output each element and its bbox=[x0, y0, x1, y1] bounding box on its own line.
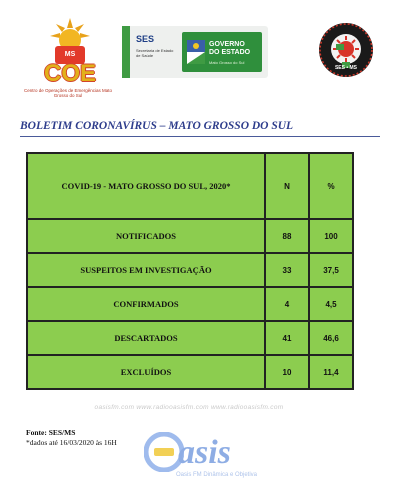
coe-logo bbox=[22, 18, 114, 98]
government-line-2: DO ESTADO bbox=[209, 49, 251, 56]
row-percent: 100 bbox=[309, 219, 353, 253]
seal-label: SES • MS bbox=[334, 65, 358, 71]
table-header-label: COVID-19 - MATO GROSSO DO SUL, 2020* bbox=[27, 153, 265, 219]
covid-data-table bbox=[26, 152, 354, 390]
table-row bbox=[27, 253, 353, 287]
table-row bbox=[27, 287, 353, 321]
oasis-wordmark: asis bbox=[178, 434, 231, 471]
coe-badge: MS bbox=[55, 46, 85, 64]
row-count: 41 bbox=[265, 321, 309, 355]
table-header-percent: % bbox=[309, 153, 353, 219]
table-row bbox=[27, 321, 353, 355]
government-line-3: Mato Grosso do Sul bbox=[209, 60, 245, 65]
watermark-text: oasisfm.com www.radiooasisfm.com www.radiooasisfm.com bbox=[94, 404, 284, 411]
table-row bbox=[27, 355, 353, 389]
ses-subtitle: Secretaria de Estado de Saúde bbox=[136, 48, 174, 58]
government-logo bbox=[122, 26, 268, 78]
row-count: 33 bbox=[265, 253, 309, 287]
oasis-tagline: Oasis FM Dinâmica e Objetiva bbox=[176, 472, 258, 478]
logo-stripe bbox=[122, 26, 130, 78]
row-percent: 11,4 bbox=[309, 355, 353, 389]
government-line-1: GOVERNO bbox=[209, 41, 245, 48]
coe-caption: Centro de Operações de Emergências Mato Grosso do Sul bbox=[23, 88, 113, 98]
oasis-fm-logo bbox=[140, 430, 270, 488]
source-note: Fonte: SES/MS bbox=[26, 428, 76, 437]
table-header-n: N bbox=[265, 153, 309, 219]
row-label: EXCLUÍDOS bbox=[27, 355, 265, 389]
row-count: 4 bbox=[265, 287, 309, 321]
row-percent: 46,6 bbox=[309, 321, 353, 355]
government-panel bbox=[182, 32, 262, 72]
title-divider bbox=[20, 136, 380, 137]
ses-label: SES bbox=[136, 34, 155, 44]
health-department-seal-icon bbox=[318, 22, 374, 78]
row-label: SUSPEITOS EM INVESTIGAÇÃO bbox=[27, 253, 265, 287]
row-percent: 37,5 bbox=[309, 253, 353, 287]
row-percent: 4,5 bbox=[309, 287, 353, 321]
data-date-note: *dados até 16/03/2020 às 16H bbox=[26, 438, 117, 447]
bulletin-title: BOLETIM CORONAVÍRUS – MATO GROSSO DO SUL bbox=[20, 120, 294, 132]
row-label: NOTIFICADOS bbox=[27, 219, 265, 253]
coe-wordmark: COE bbox=[43, 60, 96, 87]
state-flag-icon bbox=[187, 40, 205, 64]
row-count: 10 bbox=[265, 355, 309, 389]
table-header-row bbox=[27, 153, 353, 219]
row-label: CONFIRMADOS bbox=[27, 287, 265, 321]
row-count: 88 bbox=[265, 219, 309, 253]
table-row bbox=[27, 219, 353, 253]
row-label: DESCARTADOS bbox=[27, 321, 265, 355]
